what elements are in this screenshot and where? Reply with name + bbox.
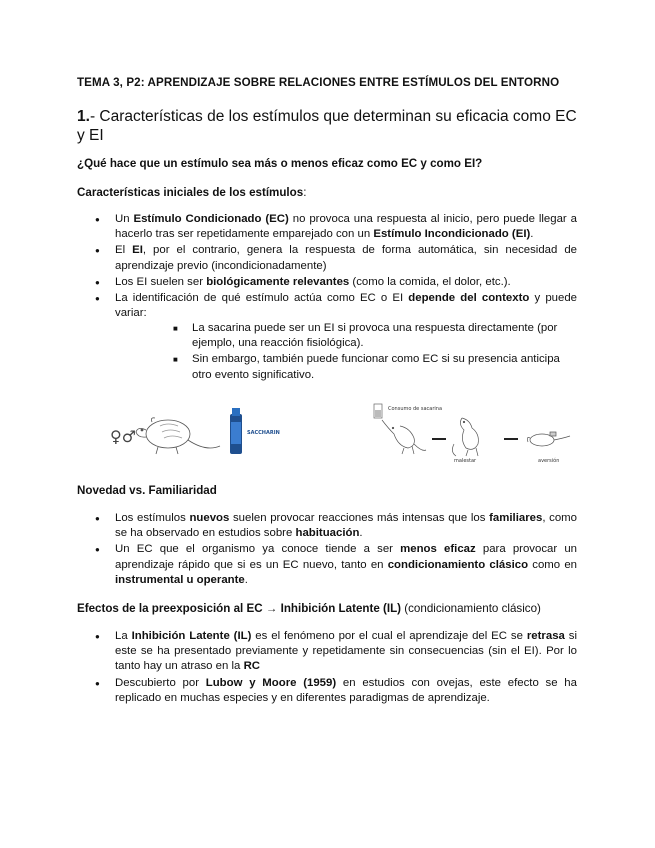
sick-label: malestar (454, 458, 477, 464)
arrow-dash-2 (504, 438, 518, 440)
saccharin-bottle-icon (230, 408, 242, 454)
list-item: ● Descubierto por Lubow y Moore (1959) en estudios con ovejas, este efecto se ha replicado en muchas especies y en diferentes paradigmas de aprendizaje. (77, 676, 577, 706)
subheading-preexposure: Efectos de la preexposición al EC → Inhibición Latente (IL) (condicionamiento clásico) (77, 602, 541, 615)
section-number: 1. (77, 108, 90, 125)
list-item: ● Los EI suelen ser biológicamente relevantes (como la comida, el dolor, etc.). (77, 275, 577, 290)
section-question: ¿Qué hace que un estímulo sea más o menos eficaz como EC y como EI? (77, 157, 483, 170)
rat-drinking-icon (382, 420, 426, 454)
list-item: ■ Sin embargo, también puede funcionar como EC si su presencia anticipa otro evento significativo. (173, 352, 577, 382)
section-heading (77, 107, 587, 145)
bullet-list-novelty (77, 511, 577, 589)
document-title: TEMA 3, P2: APRENDIZAJE SOBRE RELACIONES ENTRE ESTÍMULOS DEL ENTORNO (77, 76, 560, 89)
list-item: ● La identificación de qué estímulo actúa como EC o EI depende del contexto y puede variar: (77, 291, 577, 321)
aversion-label: aversión (538, 458, 560, 464)
list-item: ● Un EC que el organismo ya conoce tiende a ser menos eficaz para provocar un aprendizaje rápido que si es un EC nuevo, tanto en condicionamiento clásico como en instrumental u operante. (77, 542, 577, 588)
saccharin-figure (108, 400, 578, 466)
bullet-list-characteristics (77, 212, 577, 322)
section-heading-text: - Características de los estímulos que determinan su eficacia como EC y EI (77, 108, 577, 144)
rat-sick-icon (452, 418, 478, 456)
gender-symbols-icon: ♀♂ (110, 427, 137, 446)
list-item: ● Un Estímulo Condicionado (EC) no provoca una respuesta al inicio, pero puede llegar a hacerlo tras ser repetidamente emparejado con un Estímulo Incondicionado (EI). (77, 212, 577, 242)
bottle-label: SACCHARIN (247, 430, 280, 436)
sub-bullet-list-saccharin (173, 321, 577, 384)
rat-avoiding-icon (527, 432, 570, 446)
list-item: ● Los estímulos nuevos suelen provocar reacciones más intensas que los familiares, como se ha observado en estudios sobre habituación. (77, 511, 577, 541)
list-item: ■ La sacarina puede ser un EI si provoca una respuesta directamente (por ejemplo, una reacción fisiológica). (173, 321, 577, 351)
list-item: ● El EI, por el contrario, genera la respuesta de forma automática, sin necesidad de aprendizaje previo (incondicionadamente) (77, 243, 577, 273)
sequence-label: Consumo de sacarina (388, 406, 443, 412)
subheading-novelty: Novedad vs. Familiaridad (77, 484, 217, 497)
subheading-initial-characteristics: Características iniciales de los estímulos: (77, 186, 307, 199)
arrow-dash-1 (432, 438, 446, 440)
rat-icon (136, 418, 220, 454)
list-item: ● La Inhibición Latente (IL) es el fenómeno por el cual el aprendizaje del EC se retrasa si este se ha presentado previamente y repetidamente sin consecuencias (sin el EI). Por lo tanto hay un atraso en la RC (77, 629, 577, 675)
conditioning-sequence-diagram (374, 404, 570, 464)
bullet-list-latent-inhibition (77, 629, 577, 707)
